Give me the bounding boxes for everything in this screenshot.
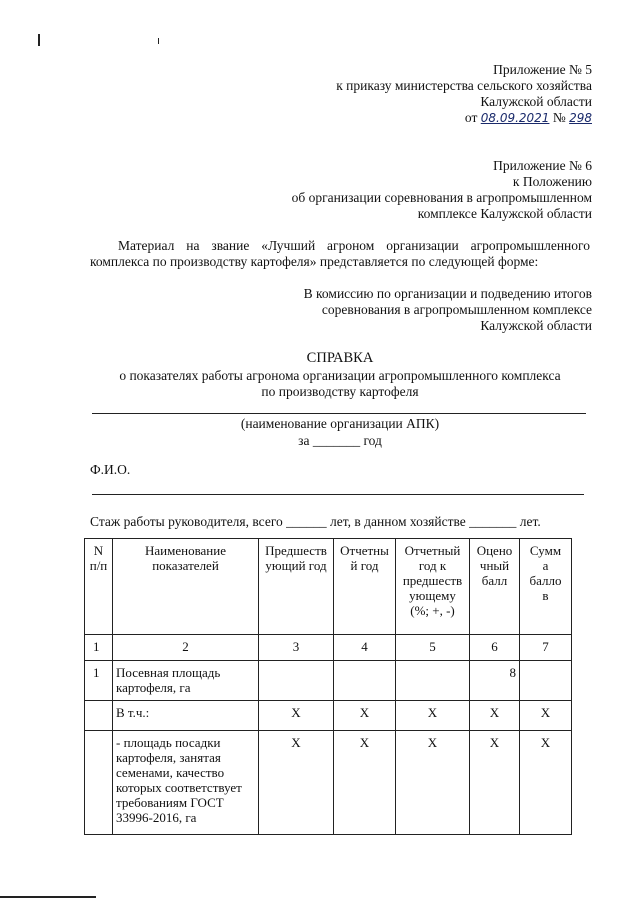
cell-report-year: X (334, 701, 396, 731)
cell-ratio: X (396, 731, 470, 835)
cell-ratio[interactable] (396, 661, 470, 701)
addressee-block (304, 286, 592, 334)
appendix5-line2: Калужской области (480, 94, 592, 109)
cell-sum: X (520, 701, 572, 731)
column-number: 5 (396, 635, 470, 661)
column-number-row (85, 635, 572, 661)
header-cell: Оцено чный балл (470, 539, 520, 635)
cell-report-year: X (334, 731, 396, 835)
cell-score: X (470, 701, 520, 731)
appendix5-line1: к приказу министерства сельского хозяйства (336, 78, 592, 93)
row-number (85, 701, 113, 731)
column-number: 6 (470, 635, 520, 661)
header-cell: Сумм а балло в (520, 539, 572, 635)
document-subtitle-line2: по производству картофеля (261, 384, 419, 399)
column-number: 7 (520, 635, 572, 661)
row-number (85, 731, 113, 835)
cell-score: X (470, 731, 520, 835)
cell-score[interactable]: 8 (470, 661, 520, 701)
row-name: - площадь посадки картофеля, занятая семенами, качество которых соответствует требованиям ГОСТ 33996-2016, га (113, 731, 259, 835)
row-name: Посевная площадь картофеля, га (113, 661, 259, 701)
document-title: СПРАВКА (306, 350, 374, 366)
document-subtitle-line1: о показателях работы агронома организации агропромышленного комплекса (119, 368, 561, 383)
appendix6-block (292, 158, 592, 222)
fio-line[interactable] (92, 494, 584, 495)
fio-label: Ф.И.О. (90, 462, 131, 477)
table-row (85, 731, 572, 835)
org-name-line[interactable] (92, 413, 586, 414)
appendix5-order-ref: от 08.09.2021 № 298 (464, 110, 592, 125)
experience-line: Стаж работы руководителя, всего ______ лет, в данном хозяйстве _______ лет. (90, 514, 541, 529)
appendix6-line1: к Положению (512, 174, 592, 189)
appendix6-title: Приложение № 6 (493, 158, 592, 173)
indicators-table (84, 538, 572, 835)
cell-report-year[interactable] (334, 661, 396, 701)
intro-line2: комплекса по производству картофеля» представляется по следующей форме: (90, 254, 539, 269)
row-number: 1 (85, 661, 113, 701)
cell-sum: X (520, 731, 572, 835)
cell-prev-year[interactable] (259, 661, 334, 701)
appendix6-line3: комплексе Калужской области (417, 206, 592, 221)
period-line: за _______ год (298, 433, 382, 448)
order-number: 298 (569, 111, 592, 125)
table-header-row (85, 539, 572, 635)
column-number: 2 (113, 635, 259, 661)
table-row (85, 701, 572, 731)
column-number: 4 (334, 635, 396, 661)
header-cell: Отчетный год к предшеств ующему (%; +, -) (396, 539, 470, 635)
cell-sum[interactable] (520, 661, 572, 701)
row-name: В т.ч.: (113, 701, 259, 731)
period-year-blank[interactable]: _______ (312, 433, 361, 448)
document-heading (60, 350, 620, 400)
header-cell: Наименование показателей (113, 539, 259, 635)
scan-mark (0, 896, 96, 898)
order-date: 08.09.2021 (480, 111, 550, 125)
column-number: 3 (259, 635, 334, 661)
column-number: 1 (85, 635, 113, 661)
appendix6-line2: об организации соревнования в агропромышленном (291, 190, 592, 205)
cell-prev-year: X (259, 701, 334, 731)
header-cell: Отчетны й год (334, 539, 396, 635)
scan-mark (158, 38, 159, 44)
cell-ratio: X (396, 701, 470, 731)
addressee-line2: соревнования в агропромышленном комплексе (321, 302, 592, 317)
table-row (85, 661, 572, 701)
cell-prev-year: X (259, 731, 334, 835)
addressee-line3: Калужской области (480, 318, 592, 333)
addressee-line1: В комиссию по организации и подведению итогов (303, 286, 592, 301)
org-caption: (наименование организации АПК) (240, 416, 440, 431)
appendix5-block (336, 62, 592, 126)
header-cell: Предшеств ующий год (259, 539, 334, 635)
intro-line1: Материал на звание «Лучший агроном организации агропромышленного (118, 238, 590, 253)
intro-paragraph (90, 238, 590, 270)
scan-mark (38, 34, 40, 46)
header-cell: N п/п (85, 539, 113, 635)
appendix5-title: Приложение № 5 (493, 62, 592, 77)
